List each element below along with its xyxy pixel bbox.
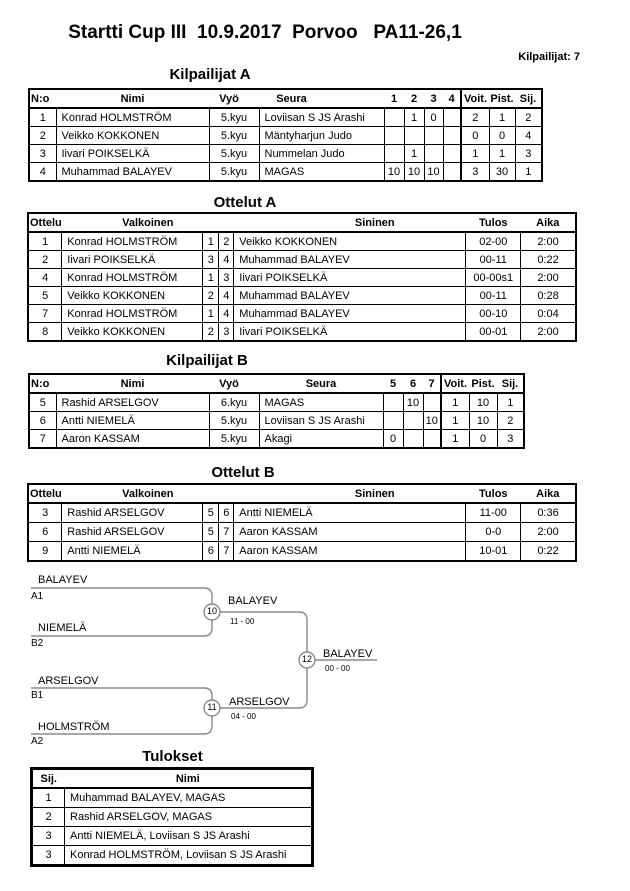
cell-result: 10-01 xyxy=(466,542,521,562)
cell-name: Iivari POIKSELKÄ xyxy=(56,145,209,163)
cell-club: Loviisan S JS Arashi xyxy=(259,412,383,430)
cell-white-no: 6 xyxy=(203,542,219,562)
cell-no: 4 xyxy=(29,163,56,182)
col-club: Seura xyxy=(259,89,384,108)
cell-blue-no: 7 xyxy=(219,523,234,542)
cell-blue-no: 4 xyxy=(219,251,234,269)
cell-blue-name: Iivari POIKSELKÄ xyxy=(234,323,466,342)
cell-time: 0:36 xyxy=(521,503,576,523)
bracket-winner-name: BALAYEV xyxy=(323,648,373,660)
bracket-match-number: 10 xyxy=(206,606,217,616)
cell-blue-name: Veikko KOKKONEN xyxy=(234,232,466,251)
cell-belt: 5.kyu xyxy=(209,108,259,127)
cell-club: Nummelan Judo xyxy=(259,145,384,163)
cell-points: 0 xyxy=(469,430,497,449)
cell-blue-name: Antti NIEMELÄ xyxy=(234,503,466,523)
col-white: Valkoinen xyxy=(62,484,234,503)
col-5: 5 xyxy=(383,374,403,393)
cell-belt: 6.kyu xyxy=(209,393,259,412)
cell-white-name: Veikko KOKKONEN xyxy=(62,287,203,305)
bracket-slot-label: A2 xyxy=(31,736,44,747)
cell-belt: 5.kyu xyxy=(209,430,259,449)
bracket-winner-name: BALAYEV xyxy=(228,595,278,607)
bracket-entry-name: BALAYEV xyxy=(38,574,88,586)
cell-white-name: Rashid ARSELGOV xyxy=(62,503,203,523)
bracket-winner-name: ARSELGOV xyxy=(229,696,290,708)
cell-blue-no: 6 xyxy=(219,503,234,523)
cell-points: 10 xyxy=(469,412,497,430)
heading-kilpailijat-b: Kilpailijat B xyxy=(166,352,248,369)
col-match: Ottelu xyxy=(28,213,62,232)
cell-wins: 1 xyxy=(441,412,469,430)
cell-place: 3 xyxy=(515,145,542,163)
bracket-match-score: 11 - 00 xyxy=(230,617,255,626)
col-result: Tulos xyxy=(466,484,521,503)
col-belt: Vyö xyxy=(209,374,259,393)
cell-no: 6 xyxy=(29,412,56,430)
cell-points: 10 xyxy=(469,393,497,412)
col-name: Nimi xyxy=(56,89,209,108)
col-3: 3 xyxy=(424,89,443,108)
cell-score: 0 xyxy=(383,430,403,449)
cell-no: 7 xyxy=(29,430,56,449)
cell-wins: 2 xyxy=(461,108,489,127)
cell-name: Antti NIEMELÄ xyxy=(56,412,209,430)
page-title: Startti Cup III 10.9.2017 Porvoo PA11-26,1 xyxy=(68,22,462,43)
cell-club: Loviisan S JS Arashi xyxy=(259,108,384,127)
col-6: 6 xyxy=(403,374,423,393)
cell-match-no: 5 xyxy=(28,287,62,305)
cell-score: 10 xyxy=(384,163,404,182)
cell-score: 10 xyxy=(404,163,424,182)
cell-no: 1 xyxy=(29,108,56,127)
cell-blue-name: Aaron KASSAM xyxy=(234,542,466,562)
cell-points: 0 xyxy=(489,127,515,145)
cell-blue-no: 2 xyxy=(219,232,234,251)
cell-belt: 5.kyu xyxy=(209,163,259,182)
cell-place: 1 xyxy=(32,788,65,808)
cell-match-no: 7 xyxy=(28,305,62,323)
cell-place: 3 xyxy=(32,827,65,846)
col-place: Sij. xyxy=(497,374,524,393)
col-club: Seura xyxy=(259,374,383,393)
cell-time: 2:00 xyxy=(521,523,576,542)
col-name: Nimi xyxy=(56,374,209,393)
col-name: Nimi xyxy=(65,769,313,789)
bracket-slot-label: B2 xyxy=(31,638,44,649)
cell-blue-no: 7 xyxy=(219,542,234,562)
bracket-match-score: 00 - 00 xyxy=(325,664,350,673)
cell-match-no: 6 xyxy=(28,523,62,542)
cell-white-name: Rashid ARSELGOV xyxy=(62,523,203,542)
cell-blue-name: Muhammad BALAYEV xyxy=(234,287,466,305)
cell-place: 1 xyxy=(515,163,542,182)
col-place: Sij. xyxy=(32,769,65,789)
cell-blue-name: Muhammad BALAYEV xyxy=(234,251,466,269)
bracket-entry-name: HOLMSTRÖM xyxy=(38,721,110,733)
bracket-match-number: 11 xyxy=(207,702,217,712)
col-4: 4 xyxy=(443,89,461,108)
col-wins: Voit. xyxy=(461,89,489,108)
cell-white-name: Konrad HOLMSTRÖM xyxy=(62,305,203,323)
col-2: 2 xyxy=(404,89,424,108)
cell-match-no: 8 xyxy=(28,323,62,342)
cell-blue-name: Iivari POIKSELKÄ xyxy=(234,269,466,287)
cell-white-no: 2 xyxy=(203,287,219,305)
cell-blue-no: 3 xyxy=(219,323,234,342)
heading-ottelut-b: Ottelut B xyxy=(211,464,275,481)
col-7: 7 xyxy=(423,374,441,393)
cell-match-no: 1 xyxy=(28,232,62,251)
col-time: Aika xyxy=(521,213,576,232)
bracket-line-a1 xyxy=(31,588,212,604)
cell-club: MAGAS xyxy=(259,393,383,412)
col-no: N:o xyxy=(29,89,56,108)
cell-score: 10 xyxy=(403,393,423,412)
heading-kilpailijat-a: Kilpailijat A xyxy=(169,66,251,83)
cell-result: 00-01 xyxy=(466,323,521,342)
cell-white-no: 2 xyxy=(203,323,219,342)
col-place: Sij. xyxy=(515,89,542,108)
cell-club: Akagi xyxy=(259,430,383,449)
cell-place: 2 xyxy=(497,412,524,430)
cell-place: 3 xyxy=(32,846,65,866)
cell-wins: 3 xyxy=(461,163,489,182)
bracket-entry-name: ARSELGOV xyxy=(38,675,99,687)
cell-belt: 5.kyu xyxy=(209,412,259,430)
cell-match-no: 2 xyxy=(28,251,62,269)
cell-no: 5 xyxy=(29,393,56,412)
cell-time: 0:22 xyxy=(521,251,576,269)
cell-belt: 5.kyu xyxy=(209,145,259,163)
heading-tulokset: Tulokset xyxy=(142,748,203,765)
cell-points: 1 xyxy=(489,145,515,163)
cell-no: 2 xyxy=(29,127,56,145)
bracket-line-b1 xyxy=(31,688,212,700)
cell-time: 0:28 xyxy=(521,287,576,305)
cell-name: Veikko KOKKONEN xyxy=(56,127,209,145)
cell-time: 0:22 xyxy=(521,542,576,562)
cell-result: 0-0 xyxy=(466,523,521,542)
cell-time: 2:00 xyxy=(521,269,576,287)
cell-wins: 1 xyxy=(441,393,469,412)
col-belt: Vyö xyxy=(209,89,259,108)
col-no: N:o xyxy=(29,374,56,393)
cell-result: 00-11 xyxy=(466,251,521,269)
result-row xyxy=(32,808,313,827)
table-tulokset xyxy=(30,767,314,867)
cell-wins: 1 xyxy=(441,430,469,449)
cell-white-no: 5 xyxy=(203,523,219,542)
cell-name: Rashid ARSELGOV, MAGAS xyxy=(65,808,313,827)
cell-result: 02-00 xyxy=(466,232,521,251)
cell-white-name: Antti NIEMELÄ xyxy=(62,542,203,562)
cell-name: Aaron KASSAM xyxy=(56,430,209,449)
col-time: Aika xyxy=(521,484,576,503)
cell-place: 3 xyxy=(497,430,524,449)
cell-result: 00-11 xyxy=(466,287,521,305)
cell-name: Muhammad BALAYEV xyxy=(56,163,209,182)
cell-result: 00-10 xyxy=(466,305,521,323)
cell-points: 30 xyxy=(489,163,515,182)
cell-place: 1 xyxy=(497,393,524,412)
cell-white-no: 1 xyxy=(203,232,219,251)
cell-score: 1 xyxy=(404,108,424,127)
cell-time: 0:04 xyxy=(521,305,576,323)
col-white: Valkoinen xyxy=(62,213,234,232)
cell-score: 0 xyxy=(424,108,443,127)
cell-score: 10 xyxy=(423,412,441,430)
cell-score: 10 xyxy=(424,163,443,182)
cell-blue-no: 4 xyxy=(219,287,234,305)
cell-wins: 1 xyxy=(461,145,489,163)
bracket-match-score: 04 - 00 xyxy=(231,712,256,721)
col-result: Tulos xyxy=(466,213,521,232)
col-blue: Sininen xyxy=(234,484,466,503)
competitor-count: Kilpailijat: 7 xyxy=(518,51,580,63)
cell-white-no: 5 xyxy=(203,503,219,523)
cell-match-no: 4 xyxy=(28,269,62,287)
result-row xyxy=(32,827,313,846)
result-row xyxy=(32,846,313,866)
cell-match-no: 9 xyxy=(28,542,62,562)
cell-wins: 0 xyxy=(461,127,489,145)
cell-result: 00-00s1 xyxy=(466,269,521,287)
cell-name: Antti NIEMELÄ, Loviisan S JS Arashi xyxy=(65,827,313,846)
heading-ottelut-a: Ottelut A xyxy=(213,194,277,211)
cell-points: 1 xyxy=(489,108,515,127)
cell-white-name: Iivari POIKSELKÄ xyxy=(62,251,203,269)
cell-white-name: Veikko KOKKONEN xyxy=(62,323,203,342)
cell-name: Muhammad BALAYEV, MAGAS xyxy=(65,788,313,808)
col-blue: Sininen xyxy=(234,213,466,232)
cell-club: Mäntyharjun Judo xyxy=(259,127,384,145)
cell-place: 4 xyxy=(515,127,542,145)
cell-no: 3 xyxy=(29,145,56,163)
bracket-slot-label: A1 xyxy=(31,591,44,602)
cell-white-name: Konrad HOLMSTRÖM xyxy=(62,269,203,287)
cell-blue-name: Aaron KASSAM xyxy=(234,523,466,542)
cell-white-no: 1 xyxy=(203,269,219,287)
cell-blue-no: 3 xyxy=(219,269,234,287)
cell-place: 2 xyxy=(32,808,65,827)
bracket-match-number: 12 xyxy=(301,654,312,664)
col-1: 1 xyxy=(384,89,404,108)
cell-belt: 5.kyu xyxy=(209,127,259,145)
cell-white-name: Konrad HOLMSTRÖM xyxy=(62,232,203,251)
cell-place: 2 xyxy=(515,108,542,127)
header-row xyxy=(32,769,313,789)
cell-time: 2:00 xyxy=(521,232,576,251)
col-points: Pist. xyxy=(469,374,497,393)
cell-blue-no: 4 xyxy=(219,305,234,323)
cell-name: Konrad HOLMSTRÖM, Loviisan S JS Arashi xyxy=(65,846,313,866)
col-points: Pist. xyxy=(489,89,515,108)
cell-time: 2:00 xyxy=(521,323,576,342)
col-match: Ottelu xyxy=(28,484,62,503)
cell-white-no: 3 xyxy=(203,251,219,269)
cell-match-no: 3 xyxy=(28,503,62,523)
cell-blue-name: Muhammad BALAYEV xyxy=(234,305,466,323)
bracket-slot-label: B1 xyxy=(31,690,44,701)
cell-name: Konrad HOLMSTRÖM xyxy=(56,108,209,127)
cell-result: 11-00 xyxy=(466,503,521,523)
col-wins: Voit. xyxy=(441,374,469,393)
bracket-entry-name: NIEMELÄ xyxy=(38,622,87,634)
cell-club: MAGAS xyxy=(259,163,384,182)
cell-white-no: 1 xyxy=(203,305,219,323)
cell-score: 1 xyxy=(404,145,424,163)
result-row xyxy=(32,788,313,808)
cell-name: Rashid ARSELGOV xyxy=(56,393,209,412)
